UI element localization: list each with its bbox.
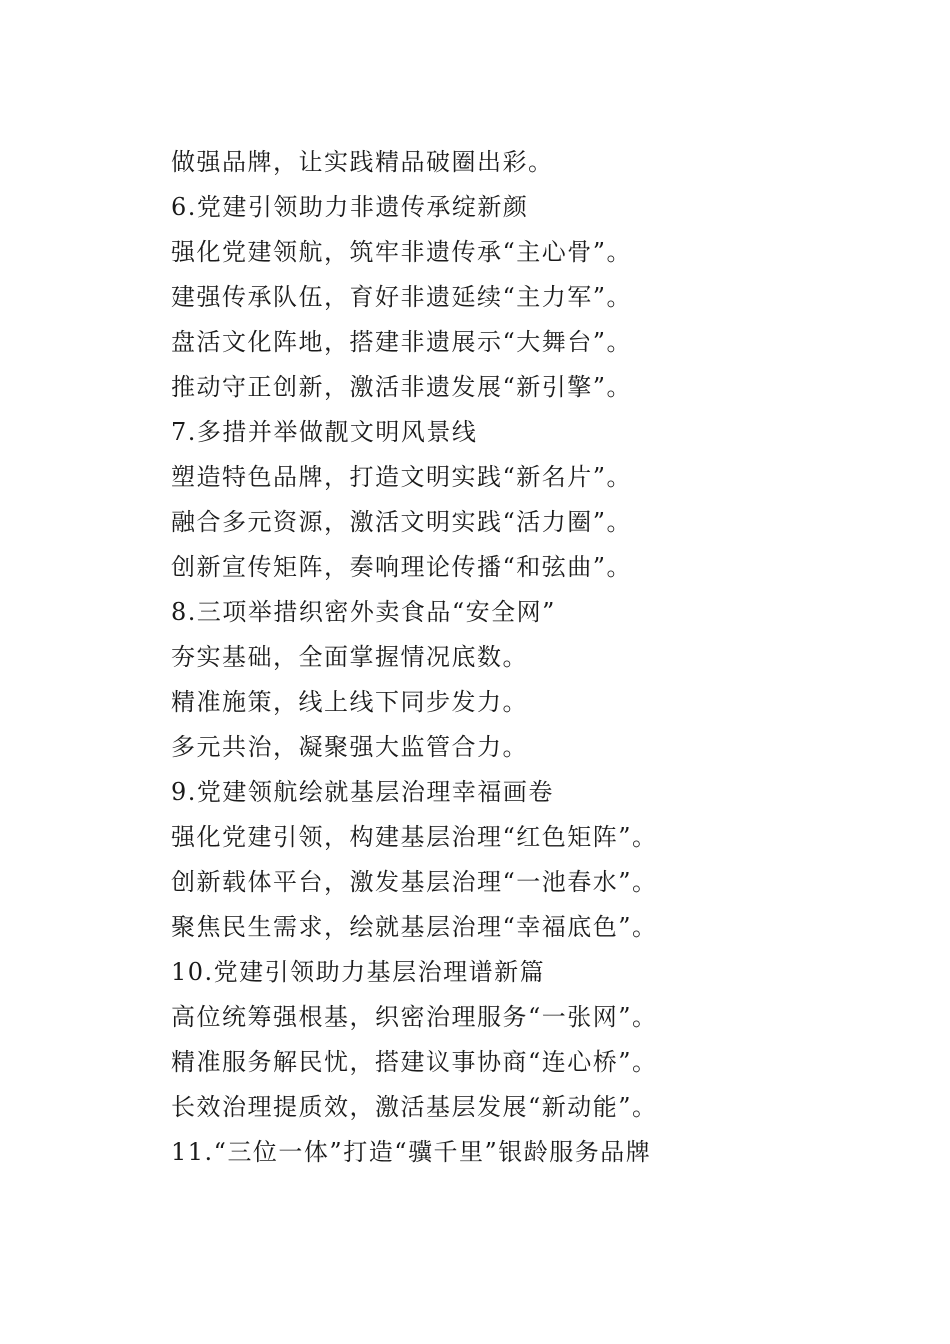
document-body (171, 140, 871, 1175)
text-line: 强化党建领航，筑牢非遗传承“主心骨”。 (171, 238, 633, 266)
text-line: 聚焦民生需求，绘就基层治理“幸福底色”。 (171, 913, 658, 941)
section-heading: 9.党建领航绘就基层治理幸福画卷 (171, 778, 554, 806)
text-line: 强化党建引领，构建基层治理“红色矩阵”。 (171, 823, 658, 851)
section-heading: 11.“三位一体”打造“骥千里”银龄服务品牌 (171, 1138, 652, 1166)
text-line: 推动守正创新，激活非遗发展“新引擎”。 (171, 373, 633, 401)
text-line: 融合多元资源，激活文明实践“活力圈”。 (171, 508, 633, 536)
text-line: 建强传承队伍，育好非遗延续“主力军”。 (171, 283, 633, 311)
text-line: 精准施策，线上线下同步发力。 (171, 688, 528, 716)
section-heading: 6.党建引领助力非遗传承绽新颜 (171, 193, 529, 221)
text-line: 精准服务解民忧，搭建议事协商“连心桥”。 (171, 1048, 658, 1076)
text-line: 多元共治，凝聚强大监管合力。 (171, 733, 528, 761)
text-line: 长效治理提质效，激活基层发展“新动能”。 (171, 1093, 658, 1121)
text-line: 做强品牌，让实践精品破圈出彩。 (171, 148, 554, 176)
text-line: 创新宣传矩阵，奏响理论传播“和弦曲”。 (171, 553, 633, 581)
text-line: 高位统筹强根基，织密治理服务“一张网”。 (171, 1003, 658, 1031)
section-heading: 10.党建引领助力基层治理谱新篇 (171, 958, 546, 986)
section-heading: 8.三项举措织密外卖食品“安全网” (171, 598, 556, 626)
text-line: 创新载体平台，激发基层治理“一池春水”。 (171, 868, 658, 896)
text-line: 夯实基础，全面掌握情况底数。 (171, 643, 528, 671)
text-line: 盘活文化阵地，搭建非遗展示“大舞台”。 (171, 328, 633, 356)
text-line: 塑造特色品牌，打造文明实践“新名片”。 (171, 463, 633, 491)
section-heading: 7.多措并举做靓文明风景线 (171, 418, 478, 446)
